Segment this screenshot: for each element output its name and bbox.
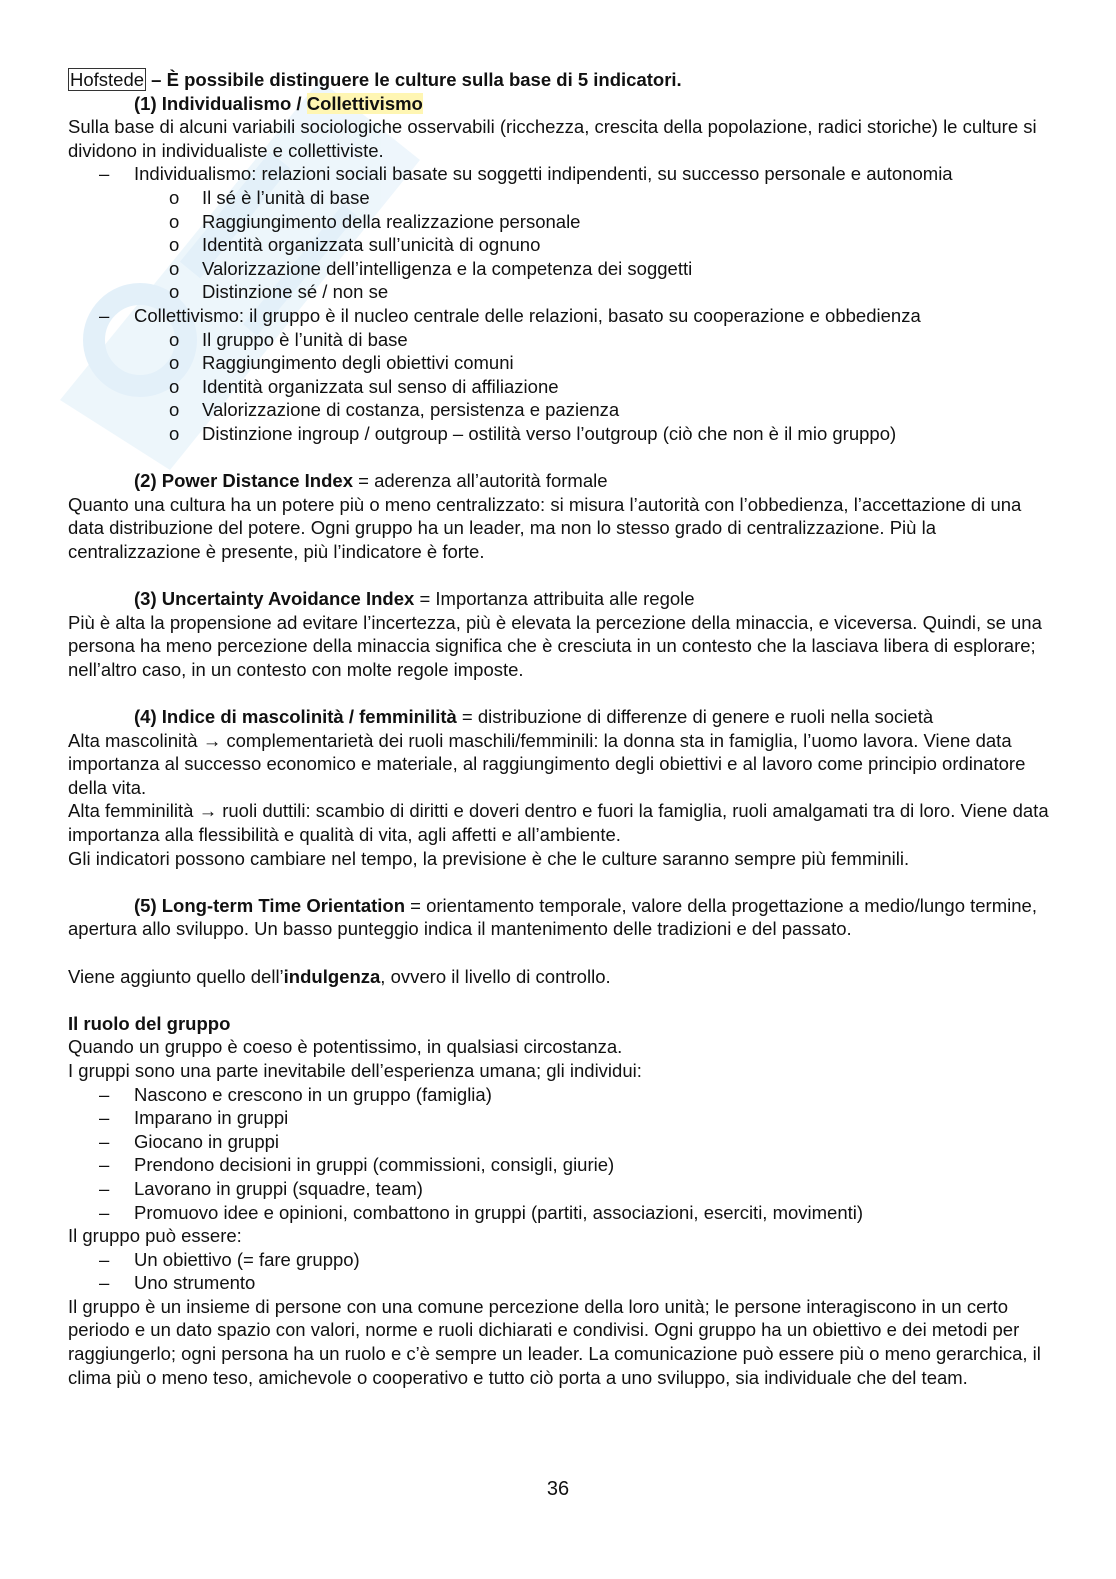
list-item: – Uno strumento xyxy=(68,1271,1058,1295)
list-item: o Raggiungimento degli obiettivi comuni xyxy=(68,351,1058,375)
list-item: – Prendono decisioni in gruppi (commissioni, consigli, giurie) xyxy=(68,1153,1058,1177)
femininity-paragraph: Alta femminilità → ruoli duttili: scambio di diritti e doveri dentro e fuori la famiglia, ruoli amalgamati tra di loro. Viene data importanza alla flessibilità e qualità di vita, agli affetti e all’ambiente. xyxy=(68,800,1049,845)
indicator-2-body: Quanto una cultura ha un potere più o meno centralizzato: si misura l’autorità con l’obbedienza, l’accettazione di una data distribuzione del potere. Ogni gruppo ha un leader, ma non lo stesso grado di centralizzazione. Più la centralizzazione è presente, più l’indicatore è forte. xyxy=(68,493,1022,562)
group-line-1: Quando un gruppo è coeso è potentissimo, in qualsiasi circostanza. xyxy=(68,1036,623,1058)
list-item: o Valorizzazione dell’intelligenza e la competenza dei soggetti xyxy=(68,257,1058,281)
page-number: 36 xyxy=(546,1478,570,1500)
list-item: o Distinzione ingroup / outgroup – ostilità verso l’outgroup (ciò che non è il mio gruppo) xyxy=(68,422,1058,446)
group-definition: Il gruppo è un insieme di persone con una comune percezione della loro unità; le persone interagiscono in un certo periodo e un dato spazio con valori, norme e ruoli dichiarati e condivisi. Ogni gruppo ha un obiettivo e dei metodi per raggiungerlo; ogni persona ha un ruolo e c’è sempre un leader. La comunicazione può essere più o meno gerarchica, il clima più o meno teso, amichevole o cooperativo e tutto ciò porta a uno sviluppo, sia individuale che del team. xyxy=(68,1295,1041,1388)
group-can-be: Il gruppo può essere: xyxy=(68,1225,242,1247)
list-item: – Un obiettivo (= fare gruppo) xyxy=(68,1248,1058,1272)
list-item: o Distinzione sé / non se xyxy=(68,280,1058,304)
list-item: – Lavorano in gruppi (squadre, team) xyxy=(68,1177,1058,1201)
intro-line: Hofstede – È possibile distinguere le culture sulla base di 5 indicatori. xyxy=(70,69,682,90)
author-name: Hofstede xyxy=(70,69,145,90)
indicator-3-body: Più è alta la propensione ad evitare l’incertezza, più è elevata la percezione della minaccia, e viceversa. Quindi, se una persona ha meno percezione della minaccia significa che è cresciuta in un contesto che la lasciava libera di esplorare; nell’altro caso, in un contesto con molte regole imposte. xyxy=(68,611,1042,680)
arrow-icon: → xyxy=(202,729,222,751)
individualism-item: – Individualismo: relazioni sociali basate su soggetti indipendenti, su successo personale e autonomia xyxy=(68,162,1058,186)
list-item: o Identità organizzata sul senso di affiliazione xyxy=(68,375,1058,399)
indicator-1-heading: (1) Individualismo / Collettivismo xyxy=(134,92,423,114)
list-item: – Nascono e crescono in un gruppo (famiglia) xyxy=(68,1083,1058,1107)
list-item: o Valorizzazione di costanza, persistenza e pazienza xyxy=(68,398,1058,422)
arrow-icon: → xyxy=(198,800,218,822)
indicator-2-heading: (2) Power Distance Index = aderenza all’autorità formale xyxy=(134,470,608,492)
list-item: – Promuovo idee e opinioni, combattono in gruppi (partiti, associazioni, eserciti, movimenti) xyxy=(68,1201,1058,1225)
indulgence-paragraph: Viene aggiunto quello dell’indulgenza, ovvero il livello di controllo. xyxy=(68,965,611,987)
group-line-2: I gruppi sono una parte inevitabile dell’esperienza umana; gli individui: xyxy=(68,1059,642,1081)
list-item: – Giocano in gruppi xyxy=(68,1130,1058,1154)
list-item: o Identità organizzata sull’unicità di ognuno xyxy=(68,233,1058,257)
masculinity-paragraph: Alta mascolinità → complementarietà dei ruoli maschili/femminili: la donna sta in famiglia, l’uomo lavora. Viene data importanza al successo economico e materiale, al raggiungimento degli obiettivi e al lavoro come principio ordinatore della vita. xyxy=(68,729,1026,798)
list-item: – Imparano in gruppi xyxy=(68,1106,1058,1130)
collectivism-item: – Collettivismo: il gruppo è il nucleo centrale delle relazioni, basato su cooperazione e obbedienza xyxy=(68,304,1058,328)
document-body xyxy=(68,68,1058,1389)
change-note: Gli indicatori possono cambiare nel tempo, la previsione è che le culture saranno sempre più femminili. xyxy=(68,847,910,869)
indicator-1-description: Sulla base di alcuni variabili sociologiche osservabili (ricchezza, crescita della popolazione, radici storiche) le culture si dividono in individualiste e collettiviste. xyxy=(68,116,1037,161)
indicator-5-paragraph: (5) Long-term Time Orientation = orientamento temporale, valore della progettazione a medio/lungo termine, apertura allo sviluppo. Un basso punteggio indica il mantenimento delle tradizioni e del passato. xyxy=(68,894,1037,940)
indicator-4-heading: (4) Indice di mascolinità / femminilità = distribuzione di differenze di genere e ruoli nella società xyxy=(134,706,934,728)
list-item: o Il gruppo è l’unità di base xyxy=(68,328,1058,352)
indicator-3-heading: (3) Uncertainty Avoidance Index = Importanza attribuita alle regole xyxy=(134,588,695,610)
list-item: o Raggiungimento della realizzazione personale xyxy=(68,210,1058,234)
list-item: o Il sé è l’unità di base xyxy=(68,186,1058,210)
section-title: Il ruolo del gruppo xyxy=(68,1012,231,1034)
